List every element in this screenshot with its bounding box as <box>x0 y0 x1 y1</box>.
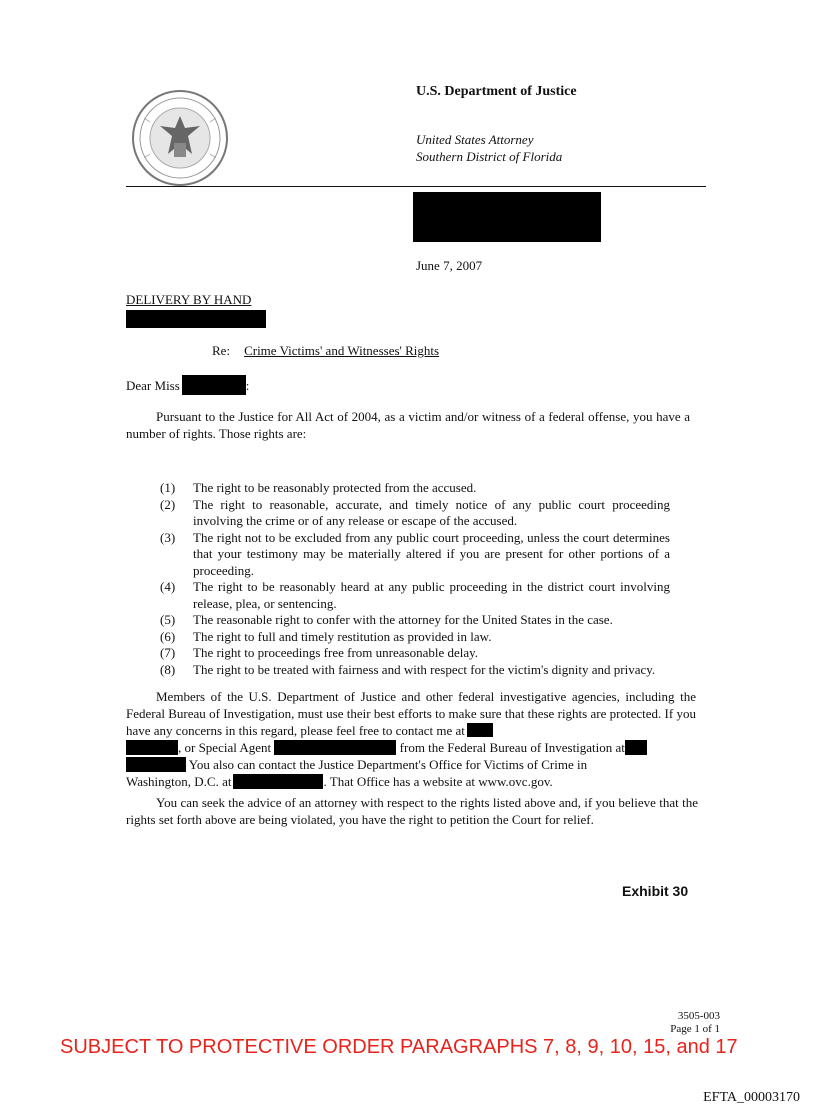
right-text: The right to be reasonably heard at any public proceeding in the district court involving release, plea, or sentencing. <box>193 579 670 611</box>
members-text-2 <box>126 739 696 756</box>
redaction-block <box>625 740 647 755</box>
office-line2: Southern District of Florida <box>416 149 563 164</box>
members-line1: Members of the U.S. Department of Justice and other federal investigative agencies, including the Federal Bureau of Investigation, must use their best efforts to make sure that these rights are protected. If you have any concerns in this regard, please feel free to contact me at <box>126 689 696 738</box>
doc-code: 3505-003 <box>677 1010 720 1022</box>
members-text-1 <box>126 688 696 739</box>
right-item <box>160 480 670 497</box>
efta-number: EFTA_00003170 <box>703 1090 800 1105</box>
redaction-block <box>182 375 246 395</box>
exhibit-label: Exhibit 30 <box>622 883 689 899</box>
intro-paragraph: Pursuant to the Justice for All Act of 2004, as a victim and/or witness of a federal offense, you have a number of rights. Those rights are: <box>126 409 690 441</box>
right-text: The right to full and timely restitution as provided in law. <box>193 628 492 644</box>
members-text-3 <box>126 756 696 773</box>
re-label: Re: <box>212 343 231 358</box>
right-item <box>160 629 670 646</box>
redaction-block <box>467 723 493 737</box>
right-number: (3) <box>160 529 176 545</box>
re-line <box>212 343 439 359</box>
members-line2a: , or Special Agent <box>178 740 272 755</box>
members-line3: You also can contact the Justice Department's Office for Victims of Crime in <box>188 757 588 772</box>
protective-order-banner: SUBJECT TO PROTECTIVE ORDER PARAGRAPHS 7, 8, 9, 10, 15, and 17 <box>60 1036 738 1058</box>
right-item <box>160 530 670 580</box>
salutation-end: : <box>245 378 250 393</box>
right-number: (7) <box>160 645 176 660</box>
page-indicator: Page 1 of 1 <box>670 1023 720 1035</box>
right-number: (4) <box>160 579 176 594</box>
members-line2b: from the Federal Bureau of Investigation at <box>399 740 625 755</box>
right-text: The right to be treated with fairness and with respect for the victim's dignity and privacy. <box>193 661 656 677</box>
redaction-block <box>274 740 396 755</box>
redaction-block <box>126 740 178 755</box>
redaction-block <box>126 757 186 772</box>
right-text: The right to be reasonably protected from the accused. <box>193 480 477 495</box>
salutation <box>126 375 249 395</box>
redaction-block <box>413 192 601 242</box>
doc-code-block <box>660 1010 720 1036</box>
right-text: The reasonable right to confer with the attorney for the United States in the case. <box>193 612 613 627</box>
delivery-method: DELIVERY BY HAND <box>126 292 252 307</box>
right-number: (8) <box>160 661 176 677</box>
right-item <box>160 645 670 662</box>
right-number: (5) <box>160 612 176 627</box>
right-number: (2) <box>160 496 176 512</box>
right-text: The right to reasonable, accurate, and timely notice of any public court proceeding involving the crime or of any release or escape of the accused. <box>193 496 670 528</box>
rights-list <box>160 480 670 678</box>
advice-paragraph: You can seek the advice of an attorney with respect to the rights listed above and, if you believe that the rights set forth above are being violated, you have the right to petition the Court for relief. <box>126 795 698 827</box>
right-item <box>160 579 670 612</box>
right-number: (1) <box>160 480 176 495</box>
members-paragraph <box>126 688 696 790</box>
office-name <box>416 131 562 165</box>
right-number: (6) <box>160 628 176 644</box>
redaction-block <box>126 310 266 328</box>
right-text: The right to proceedings free from unreasonable delay. <box>193 645 479 660</box>
members-line4a: Washington, D.C. at <box>126 774 232 789</box>
office-line1: United States Attorney <box>416 132 534 147</box>
right-item <box>160 662 670 679</box>
doj-seal <box>130 88 230 188</box>
members-line4b: . That Office has a website at www.ovc.gov. <box>323 774 553 789</box>
right-item <box>160 612 670 629</box>
salutation-text: Dear Miss <box>126 378 180 393</box>
letter-date: June 7, 2007 <box>416 258 483 273</box>
right-text: The right not to be excluded from any public court proceeding, unless the court determines that your testimony may be materially altered if you are present for other portions of a proceeding. <box>193 529 670 578</box>
header-rule <box>126 186 706 187</box>
members-text-4 <box>126 773 696 790</box>
redaction-block <box>233 774 323 789</box>
department-name: U.S. Department of Justice <box>416 84 577 99</box>
right-item <box>160 497 670 530</box>
re-subject: Crime Victims' and Witnesses' Rights <box>244 343 440 358</box>
